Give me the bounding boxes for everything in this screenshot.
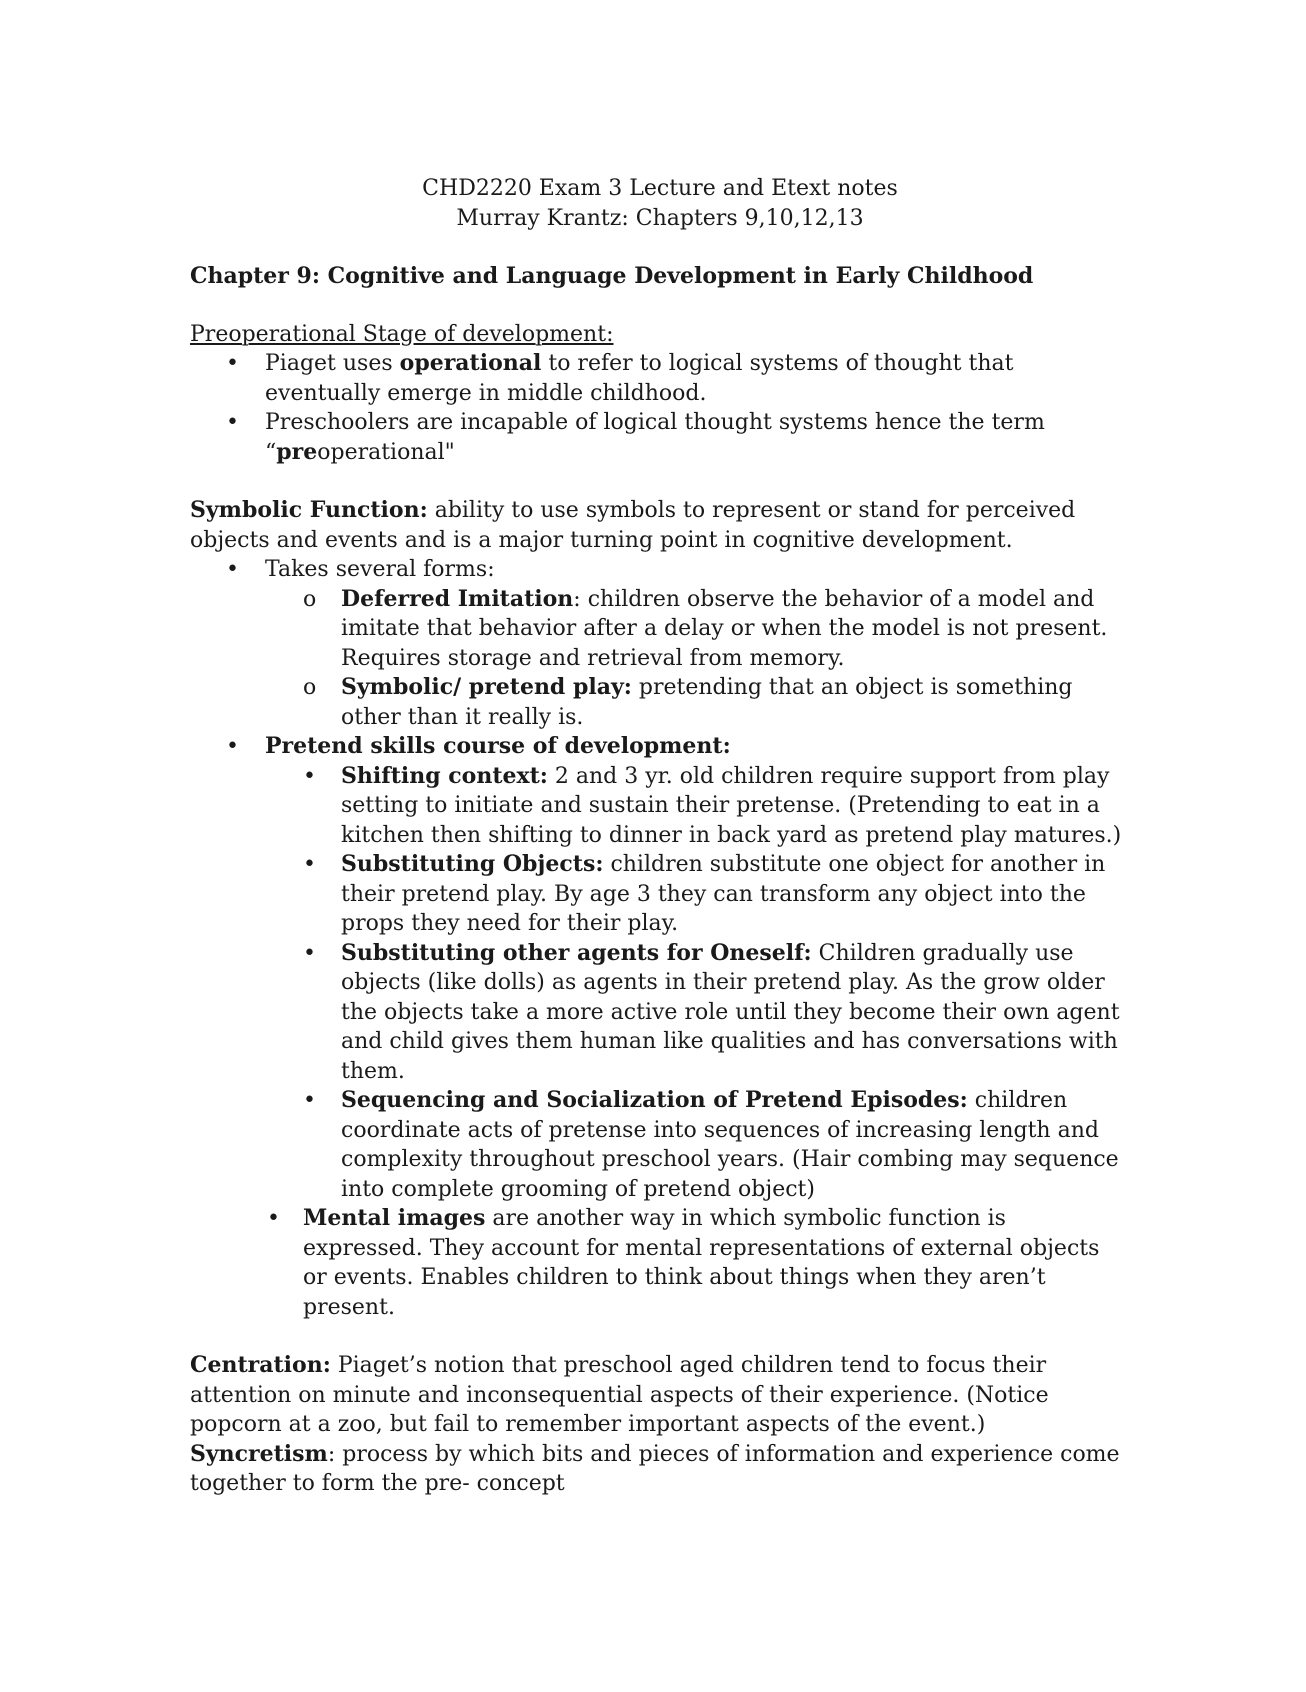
circle-bullet-icon: o <box>303 675 317 700</box>
bullet-icon: • <box>303 940 316 966</box>
title-block <box>190 174 1130 234</box>
list-item: • Mental images are another way in which symbolic function is expressed. They account for mental representations of external objects or events. Enables children to think about things when they aren’t present. <box>267 1205 1100 1320</box>
section-heading: Preoperational Stage of development: <box>190 321 614 347</box>
list-item: o Symbolic/ pretend play: pretending that an object is something other than it really is. <box>303 674 1073 730</box>
bullet-icon: • <box>303 852 316 877</box>
bold-term: pre <box>276 438 318 465</box>
bullet-icon: • <box>226 557 239 582</box>
bold-term: Deferred Imitation <box>341 585 574 612</box>
bold-term: Substituting Objects: <box>341 851 604 877</box>
bullet-icon: • <box>267 1206 280 1231</box>
document-title: CHD2220 Exam 3 Lecture and Etext notes <box>422 176 898 201</box>
circle-bullet-icon: o <box>303 586 317 612</box>
bold-term: Symbolic Function: <box>190 497 428 523</box>
list-item: • Preschoolers are incapable of logical thought systems hence the term “preoperational" <box>226 410 1045 465</box>
bullet-icon: • <box>226 410 239 435</box>
bullet-icon: • <box>226 734 239 759</box>
list-item: • Shifting context: 2 and 3 yr. old children require support from play setting to initiate and sustain their pretense. (Pretending to eat in a kitchen then shifting to dinner in back yard as pretend play matures.) <box>303 762 1122 848</box>
list-item: • Substituting Objects: children substitute one object for another in their pretend play. By age 3 they can transform any object into the props they need for their play. <box>303 851 1106 936</box>
paragraph: Symbolic Function: ability to use symbols to represent or stand for perceived objects and events and is a major turning point in cognitive development. <box>190 497 1076 553</box>
symbolic-list <box>190 555 1130 1322</box>
bold-term: operational <box>399 350 542 376</box>
list-item <box>190 732 1130 762</box>
syncretism-paragraph: Syncretism: process by which bits and pieces of information and experience come together to form the pre- concept <box>190 1440 1120 1496</box>
list-item: • Piaget uses operational to refer to logical systems of thought that eventually emerge in middle childhood. <box>226 350 1014 406</box>
list-item: o Deferred Imitation: children observe the behavior of a model and imitate that behavior after a delay or when the model is not present. Requires storage and retrieval from memory. <box>303 585 1108 671</box>
centration-paragraph: Centration: Piaget’s notion that preschool aged children tend to focus their attention on minute and inconsequential aspects of their experience. (Notice popcorn at a zoo, but fail to remember important aspects of the event.) <box>190 1352 1049 1437</box>
bold-term: Centration: <box>190 1352 331 1378</box>
bullet-icon: • <box>303 1088 316 1113</box>
chapter-heading: Chapter 9: Cognitive and Language Development in Early Childhood <box>190 263 1034 289</box>
document-page <box>190 174 1130 1499</box>
bold-term: Pretend skills course of development: <box>265 733 731 759</box>
preop-section <box>190 320 1130 468</box>
list-item: • Sequencing and Socialization of Pretend Episodes: children coordinate acts of pretense into sequences of increasing length and complexity throughout preschool years. (Hair combing may sequence into complete grooming of pretend object) <box>303 1087 1119 1202</box>
bullet-icon: • <box>303 763 316 789</box>
bold-term: Shifting context: <box>341 762 548 789</box>
bold-term: Substituting other agents for Oneself: <box>341 939 812 966</box>
bold-term: Sequencing and Socialization of Pretend Episodes: <box>341 1087 968 1113</box>
list-item: • Takes several forms: <box>190 555 1130 585</box>
symbolic-section <box>190 496 1130 1322</box>
preop-list <box>190 349 1130 467</box>
bold-term: Symbolic/ pretend play: <box>341 674 632 700</box>
bullet-icon: • <box>226 351 239 376</box>
bold-term: Syncretism <box>190 1440 328 1467</box>
list-item: • Substituting other agents for Oneself: Children gradually use objects (like dolls) as agents in their pretend play. As the grow older the objects take a more active role until they become their own agent and child gives them human like qualities and has conversations with them. <box>303 939 1120 1084</box>
bold-term: Mental images <box>303 1205 486 1231</box>
document-subtitle: Murray Krantz: Chapters 9,10,12,13 <box>456 206 864 231</box>
